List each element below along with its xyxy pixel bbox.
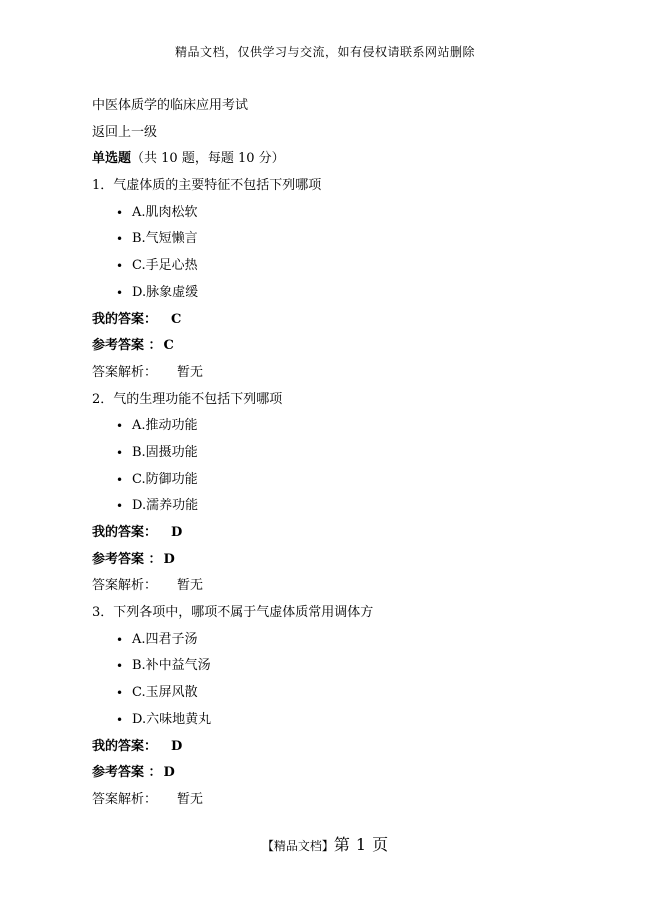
bullet-icon: •	[116, 232, 124, 247]
section-header	[92, 149, 562, 176]
ref-answer-value: D	[163, 765, 175, 781]
option-item[interactable]	[92, 283, 562, 310]
analysis-label: 答案解析：	[92, 791, 158, 807]
option-label: B.固摄功能	[132, 444, 198, 460]
bullet-icon: •	[116, 205, 124, 220]
bullet-icon: •	[116, 472, 124, 487]
option-item[interactable]	[92, 496, 562, 523]
analysis-value: 暂无	[177, 791, 204, 807]
option-label: C.手足心热	[132, 258, 198, 274]
ref-answer-label: 参考答案 ：	[92, 765, 162, 781]
analysis-label: 答案解析：	[92, 364, 158, 380]
option-item[interactable]	[92, 630, 562, 657]
my-answer-label: 我的答案：	[92, 311, 158, 327]
section-label: 单选题	[92, 151, 132, 167]
question-text: 3．下列各项中，哪项不属于气虚体质常用调体方	[92, 605, 374, 621]
analysis-value: 暂无	[177, 364, 204, 380]
option-label: A.肌肉松软	[132, 204, 198, 220]
ref-answer-row	[92, 336, 562, 363]
ref-answer-label: 参考答案 ：	[92, 551, 162, 567]
option-label: C.玉屏风散	[132, 685, 198, 701]
bullet-icon: •	[116, 712, 124, 727]
option-label: D.脉象虚缓	[132, 284, 199, 300]
bullet-icon: •	[116, 285, 124, 300]
bullet-icon: •	[116, 686, 124, 701]
option-label: A.推动功能	[132, 418, 198, 434]
my-answer-value: D	[171, 525, 183, 540]
back-link[interactable]: 返回上一级	[92, 124, 158, 140]
option-item[interactable]	[92, 416, 562, 443]
option-label: D.六味地黄丸	[132, 711, 212, 727]
analysis-row	[92, 576, 562, 603]
my-answer-row	[92, 310, 562, 337]
my-answer-value: C	[171, 311, 182, 327]
ref-answer-row	[92, 763, 562, 790]
option-label: B.补中益气汤	[132, 658, 211, 674]
option-item[interactable]	[92, 710, 562, 737]
my-answer-value: D	[171, 738, 183, 754]
option-item[interactable]	[92, 229, 562, 256]
question-block	[92, 603, 562, 817]
header-note: 精品文档，仅供学习与交流，如有侵权请联系网站删除	[174, 45, 475, 59]
option-label: D.濡养功能	[132, 498, 199, 514]
my-answer-label: 我的答案：	[92, 738, 158, 754]
bullet-icon: •	[116, 419, 124, 434]
bullet-icon: •	[116, 499, 124, 514]
my-answer-row	[92, 523, 562, 550]
footer-suffix: 页	[372, 835, 389, 854]
my-answer-label: 我的答案：	[92, 525, 158, 540]
question-block	[92, 390, 562, 604]
question-block	[92, 176, 562, 390]
exam-title: 中医体质学的临床应用考试	[92, 98, 249, 113]
option-label: B.气短懒言	[132, 231, 198, 247]
analysis-label: 答案解析：	[92, 578, 158, 594]
ref-answer-value: C	[163, 338, 174, 354]
page-footer	[0, 834, 650, 857]
option-item[interactable]	[92, 656, 562, 683]
ref-answer-value: D	[163, 551, 175, 567]
bullet-icon: •	[116, 259, 124, 274]
my-answer-row	[92, 737, 562, 764]
option-label: A.四君子汤	[132, 631, 198, 647]
section-info: （共 10 题，每题 10 分）	[131, 151, 285, 167]
bullet-icon: •	[116, 659, 124, 674]
exam-content	[92, 96, 562, 817]
option-label: C.防御功能	[132, 471, 198, 487]
back-link-row	[92, 123, 562, 150]
option-item[interactable]	[92, 203, 562, 230]
option-item[interactable]	[92, 256, 562, 283]
question-text: 1．气虚体质的主要特征不包括下列哪项	[92, 178, 322, 194]
bullet-icon: •	[116, 445, 124, 460]
ref-answer-label: 参考答案 ：	[92, 338, 162, 354]
option-item[interactable]	[92, 443, 562, 470]
analysis-row	[92, 790, 562, 817]
bullet-icon: •	[116, 632, 124, 647]
footer-tag: 【精品文档】	[261, 839, 334, 853]
analysis-row	[92, 363, 562, 390]
option-item[interactable]	[92, 683, 562, 710]
footer-prefix: 第	[333, 835, 350, 854]
option-item[interactable]	[92, 470, 562, 497]
page-number: 1	[355, 835, 367, 854]
analysis-value: 暂无	[177, 578, 204, 594]
question-text: 2．气的生理功能不包括下列哪项	[92, 391, 283, 407]
ref-answer-row	[92, 550, 562, 577]
